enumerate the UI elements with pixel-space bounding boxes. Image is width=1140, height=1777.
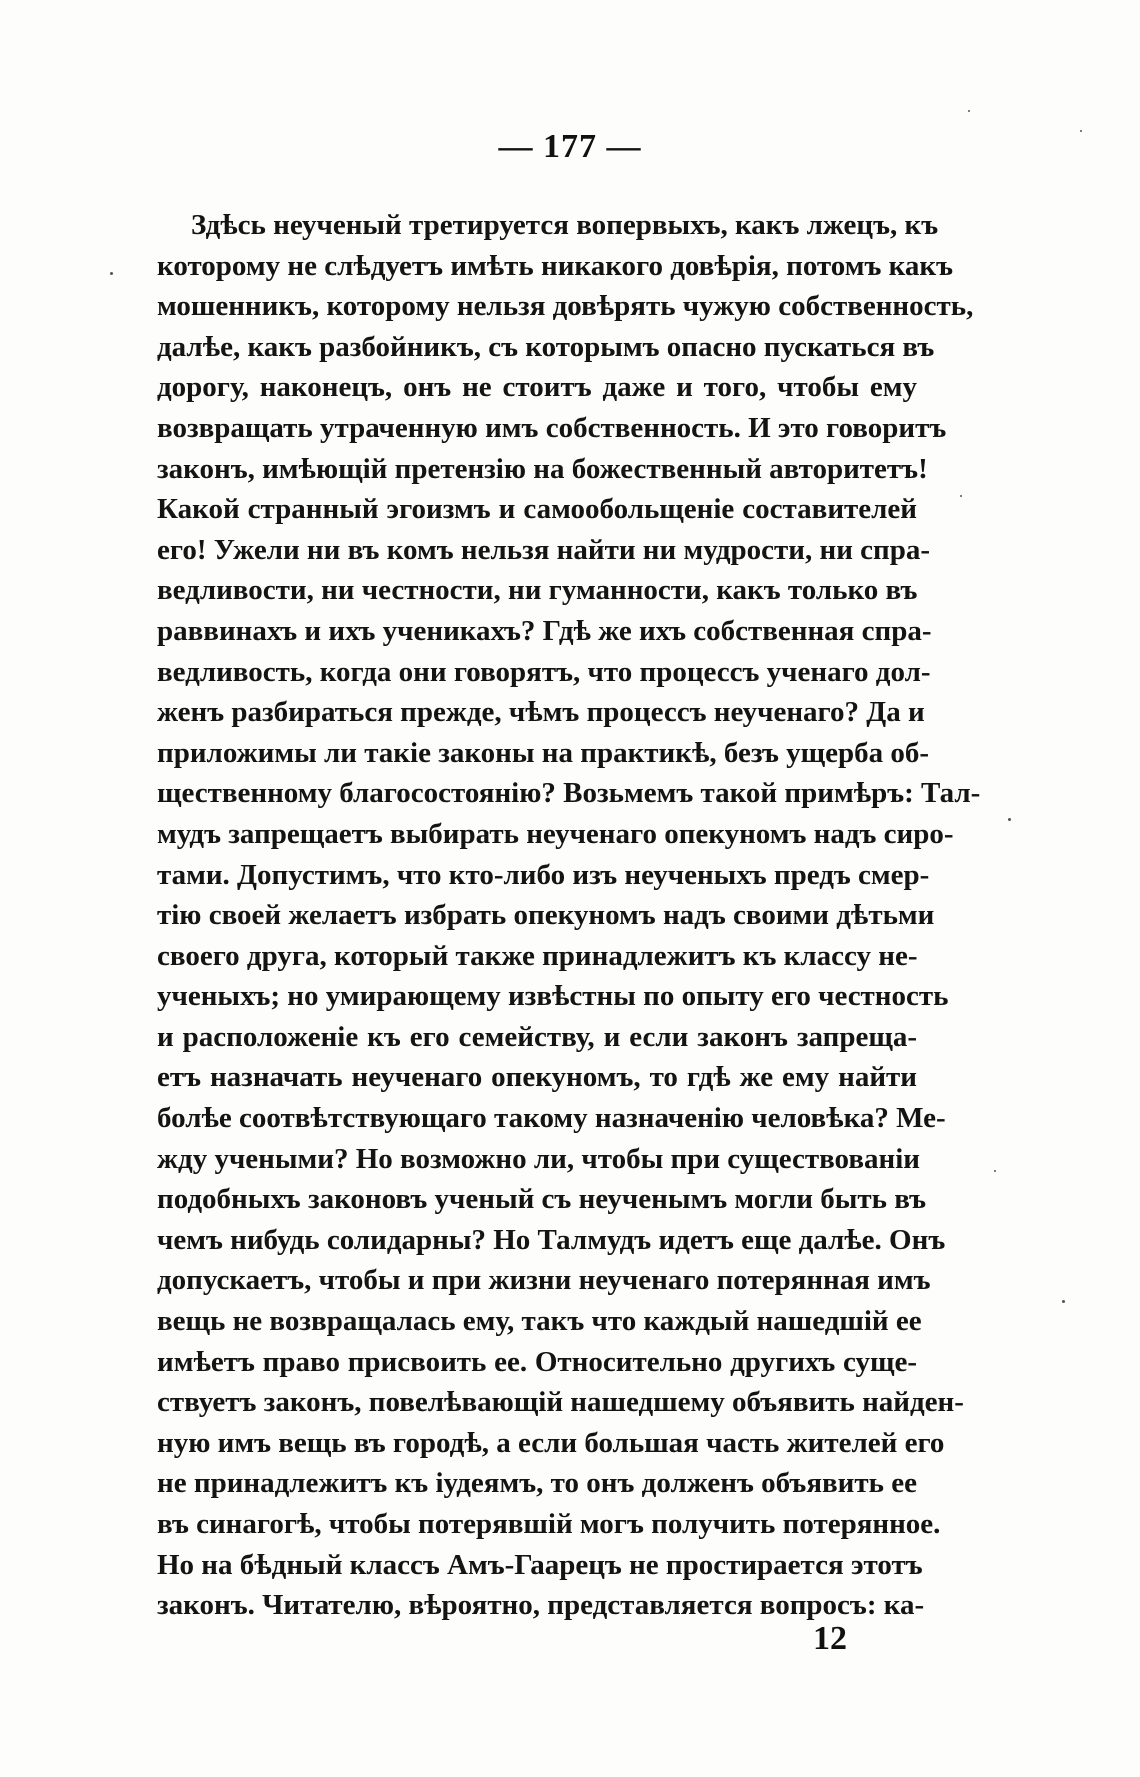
scan-speck — [994, 1170, 996, 1172]
text-line: законъ, имѣющій претензію на божественный авторитетъ! — [157, 452, 928, 485]
page-number-header: — 177 — — [498, 128, 642, 165]
text-line: жду учеными? Но возможно ли, чтобы при существованіи — [157, 1142, 920, 1175]
text-line: ствуетъ законъ, повелѣвающій нашедшему объявить найден- — [157, 1386, 964, 1419]
text-line: и расположеніе къ его семейству, и если законъ запреща- — [157, 1020, 917, 1053]
text-line: своего друга, который также принадлежитъ къ классу не- — [157, 939, 918, 972]
scan-speck — [110, 272, 113, 275]
text-line: ведливости, ни честности, ни гуманности, какъ только въ — [157, 574, 918, 607]
text-line: Но на бѣдный классъ Амъ-Гаарецъ не простирается этотъ — [157, 1548, 923, 1581]
text-line: приложимы ли такіе законы на практикѣ, безъ ущерба об- — [157, 736, 930, 769]
text-line: возвращать утраченную имъ собственность. И это говоритъ — [157, 411, 947, 444]
text-line: етъ назначать неученаго опекуномъ, то гдѣ же ему найти — [157, 1061, 917, 1094]
text-line: которому не слѣдуетъ имѣть никакого довѣрія, потомъ какъ — [157, 249, 954, 282]
text-line: Здѣсь неученый третируется вопервыхъ, какъ лжецъ, къ — [191, 209, 939, 241]
text-line: законъ. Читателю, вѣроятно, представляется вопросъ: ка- — [157, 1589, 925, 1622]
scan-speck — [960, 495, 962, 497]
text-line: женъ разбираться прежде, чѣмъ процессъ неученаго? Да и — [157, 696, 925, 729]
text-line: мудъ запрещаетъ выбирать неученаго опекуномъ надъ сиро- — [157, 817, 954, 850]
text-line: щественному благосостоянію? Возьмемъ такой примѣръ: Тал- — [157, 777, 981, 810]
text-line: раввинахъ и ихъ ученикахъ? Гдѣ же ихъ собственная спра- — [157, 614, 932, 647]
text-line: вещь не возвращалась ему, такъ что каждый нашедшій ее — [157, 1305, 922, 1338]
scan-speck — [1008, 818, 1011, 821]
text-line: ную имъ вещь въ городѣ, а если большая часть жителей его — [157, 1426, 945, 1459]
text-line: ведливость, когда они говорятъ, что процессъ ученаго дол- — [157, 655, 931, 688]
text-line: въ синагогѣ, чтобы потерявшій могъ получить потерянное. — [157, 1508, 941, 1540]
text-line: болѣе соотвѣтствующаго такому назначенію человѣка? Ме- — [157, 1102, 946, 1135]
body-text — [157, 205, 981, 1626]
signature-mark: 12 — [813, 1620, 847, 1657]
text-line: имѣетъ право присвоить ее. Относительно другихъ суще- — [157, 1345, 917, 1378]
text-line: тами. Допустимъ, что кто-либо изъ неученыхъ предъ смер- — [157, 858, 930, 891]
scan-speck — [1062, 1300, 1065, 1303]
text-line: дорогу, наконецъ, онъ не стоитъ даже и того, чтобы ему — [157, 371, 917, 404]
text-line: не принадлежитъ къ іудеямъ, то онъ долженъ объявить ее — [157, 1467, 917, 1500]
scan-speck — [968, 110, 970, 112]
text-line: тію своей желаетъ избрать опекуномъ надъ своими дѣтьми — [157, 899, 935, 932]
text-line: Какой странный эгоизмъ и самообольщеніе составителей — [157, 493, 917, 526]
text-line: ученыхъ; но умирающему извѣстны по опыту его честность — [157, 980, 949, 1013]
text-line: допускаетъ, чтобы и при жизни неученаго потерянная имъ — [157, 1264, 931, 1297]
scan-speck — [1080, 130, 1082, 132]
text-line: чемъ нибудь солидарны? Но Талмудъ идетъ еще далѣе. Онъ — [157, 1223, 946, 1256]
text-line: далѣе, какъ разбойникъ, съ которымъ опасно пускаться въ — [157, 330, 935, 363]
text-line: подобныхъ законовъ ученый съ неученымъ могли быть въ — [157, 1183, 927, 1216]
text-line: его! Ужели ни въ комъ нельзя найти ни мудрости, ни спра- — [157, 533, 931, 566]
text-line: мошенникъ, которому нельзя довѣрять чужую собственность, — [157, 290, 974, 323]
